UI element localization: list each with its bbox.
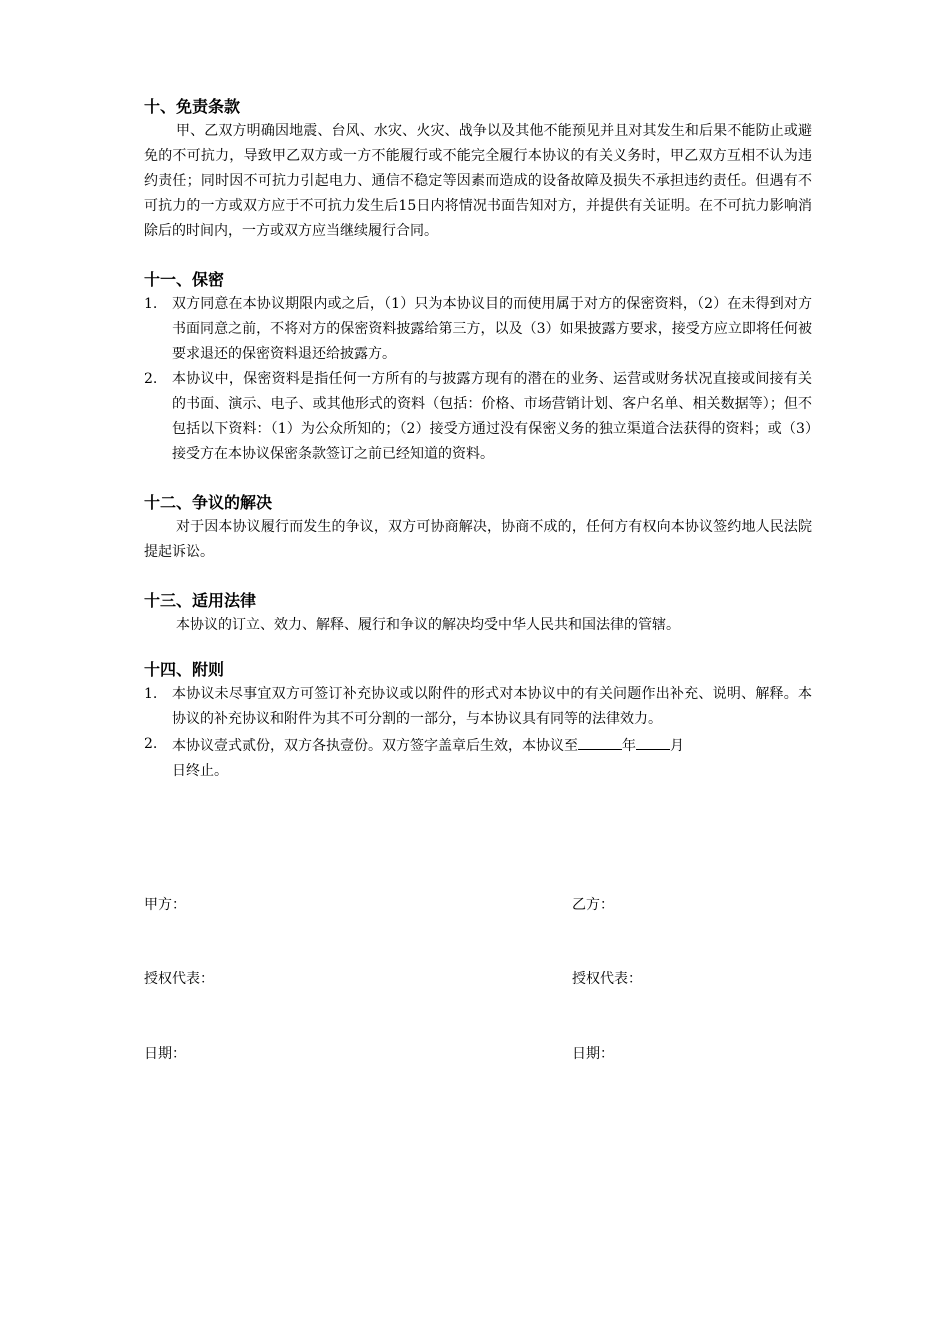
section-title-governing-law: 十三、适用法律: [144, 591, 257, 610]
month-blank[interactable]: [636, 732, 670, 750]
list-item-text: 本协议未尽事宜双方可签订补充协议或以附件的形式对本协议中的有关问题作出补充、说明、解释。本协议的补充协议和附件为其不可分割的一部分，与本协议具有同等的法律效力。: [172, 686, 812, 727]
confidentiality-list: [144, 292, 812, 467]
governing-law-paragraph: 本协议的订立、效力、解释、履行和争议的解决均受中华人民共和国法律的管辖。: [176, 617, 680, 633]
dispute-paragraph: 对于因本协议履行而发生的争议，双方可协商解决，协商不成的，任何方有权向本协议签约地人民法院提起诉讼。: [144, 519, 812, 560]
disclaimer-paragraph: 甲、乙双方明确因地震、台风、水灾、火灾、战争以及其他不能预见并且对其发生和后果不能防止或避免的不可抗力，导致甲乙双方或一方不能履行或不能完全履行本协议的有关义务时，甲乙双方互相不认为违约责任；同时因不可抗力引起电力、通信不稳定等因素而造成的设备故障及损失不承担违约责任。但遇有不可抗力的一方或双方应于不可抗力发生后15日内将情况书面告知对方，并提供有关证明。在不可抗力影响消除后的时间内，一方或双方应当继续履行合同。: [144, 123, 812, 239]
list-item-number: 2.: [144, 371, 158, 387]
supplementary-list: [144, 682, 812, 784]
section-title-disclaimer: 十、免责条款: [144, 97, 241, 116]
list-item-text: 本协议中，保密资料是指任何一方所有的与披露方现有的潜在的业务、运营或财务状况直接或间接有关的书面、演示、电子、或其他形式的资料（包括：价格、市场营销计划、客户名单、相关数据等）；但不包括以下资料：（1）为公众所知的；（2）接受方通过没有保密义务的独立渠道合法获得的资料；或（3）接受方在本协议保密条款签订之前已经知道的资料。: [172, 371, 812, 462]
section-confidentiality: [144, 268, 812, 467]
section-title-confidentiality: 十一、保密: [144, 270, 225, 289]
list-item-text: 本协议壹式贰份，双方各执壹份。双方签字盖章后生效，本协议至: [172, 738, 578, 754]
list-item: [144, 367, 812, 467]
party-b-label: 乙方：: [572, 897, 614, 913]
list-item-number: 1.: [144, 296, 158, 312]
party-a-label: 甲方：: [144, 897, 186, 913]
year-label: 年: [622, 738, 636, 754]
section-disclaimer: [144, 95, 812, 244]
list-item: [144, 292, 812, 367]
party-b-rep-label: 授权代表：: [572, 971, 642, 987]
section-title-supplementary: 十四、附则: [144, 660, 225, 679]
party-a-date-label: 日期：: [144, 1046, 186, 1062]
party-b-date-label: 日期：: [572, 1046, 614, 1062]
list-item-number: 1.: [144, 686, 158, 702]
list-item: [144, 682, 812, 732]
section-governing-law: [144, 589, 812, 638]
section-dispute-resolution: [144, 491, 812, 565]
document-body: [144, 95, 812, 784]
list-item-text: 双方同意在本协议期限内或之后，（1）只为本协议目的而使用属于对方的保密资料，（2）在未得到对方书面同意之前，不将对方的保密资料披露给第三方，以及（3）如果披露方要求，接受方应立即将任何被要求退还的保密资料退还给披露方。: [172, 296, 812, 362]
list-item-text-end: 日终止。: [172, 763, 228, 779]
list-item-number: 2.: [144, 736, 158, 752]
section-title-dispute-resolution: 十二、争议的解决: [144, 493, 273, 512]
list-item: [144, 732, 812, 784]
year-blank[interactable]: [578, 732, 622, 750]
party-a-rep-label: 授权代表：: [144, 971, 214, 987]
section-supplementary: [144, 658, 812, 784]
month-label: 月: [670, 738, 684, 754]
